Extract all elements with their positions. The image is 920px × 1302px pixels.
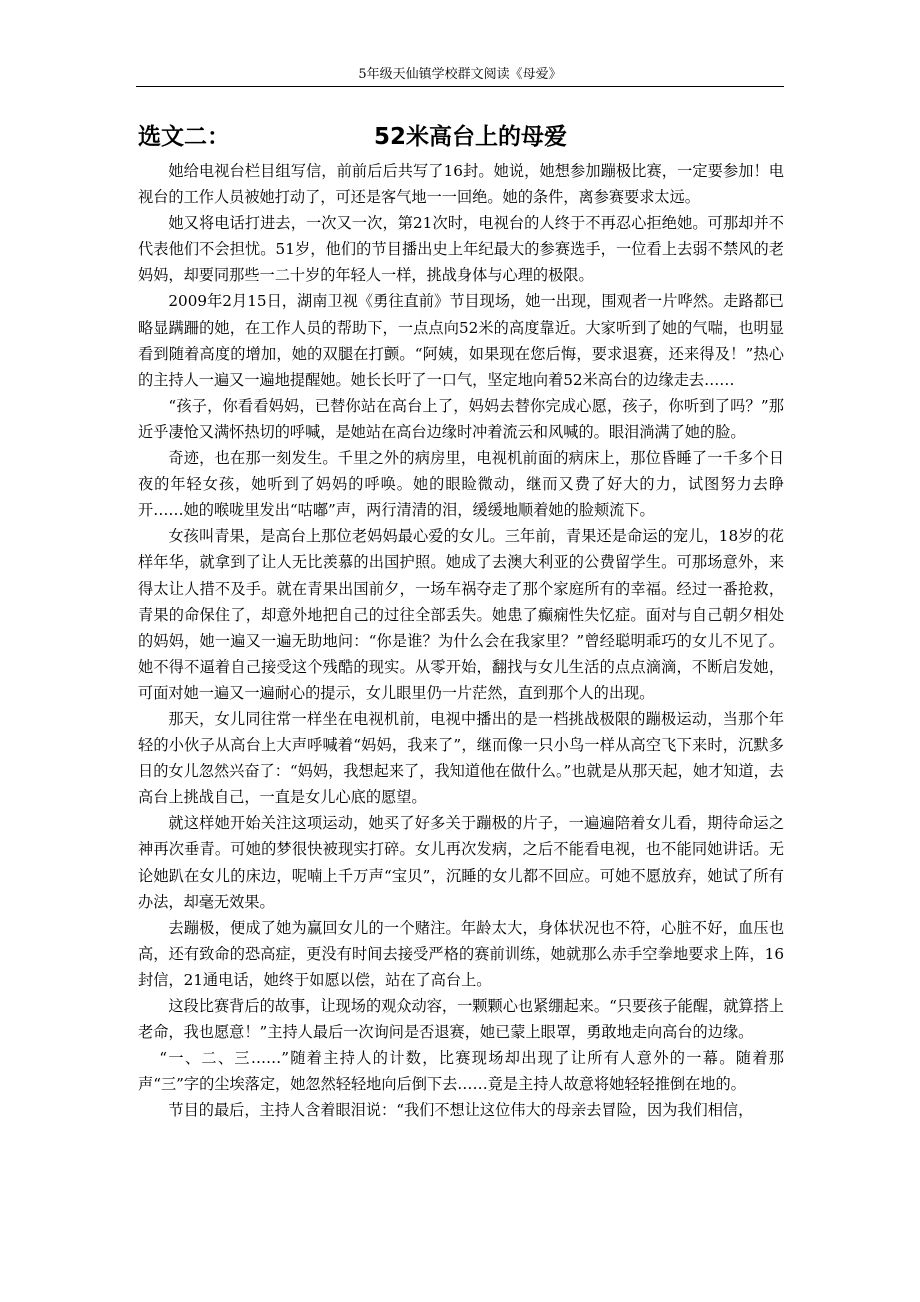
article-title: 52米高台上的母爱 [374, 124, 568, 150]
paragraph: “孩子，你看看妈妈，已替你站在高台上了，妈妈去替你完成心愿，孩子，你听到了吗？”那近乎凄怆又满怀热切的呼喊，是她站在高台边缘时冲着流云和风喊的。眼泪淌满了她的脸。 [138, 396, 784, 441]
title-row [138, 120, 784, 154]
section-label: 选文二： [138, 124, 230, 150]
paragraph: 这段比赛背后的故事，让现场的观众动容，一颗颗心也紧绷起来。“只要孩子能醒，就算搭上老命，我也愿意！”主持人最后一次询问是否退赛，她已蒙上眼罩，勇敢地走向高台的边缘。 [138, 997, 784, 1042]
paragraph: 去蹦极，便成了她为赢回女儿的一个赌注。年龄太大，身体状况也不符，心脏不好，血压也高，还有致命的恐高症，更没有时间去接受严格的赛前训练，她就那么赤手空拳地要求上阵，16封信，21通电话，她终于如愿以偿，站在了高台上。 [138, 918, 784, 989]
paragraph: 她又将电话打进去，一次又一次，第21次时，电视台的人终于不再忍心拒绝她。可那却并不代表他们不会担忧。51岁，他们的节目播出史上年纪最大的参赛选手，一位看上去弱不禁风的老妈妈，却要同那些一二十岁的年轻人一样，挑战身体与心理的极限。 [138, 214, 784, 285]
paragraph: “一、二、三……”随着主持人的计数，比赛现场却出现了让所有人意外的一幕。随着那声“三”字的尘埃落定，她忽然轻轻地向后倒下去……竟是主持人故意将她轻轻推倒在地的。 [138, 1049, 784, 1094]
paragraph: 那天，女儿同往常一样坐在电视机前，电视中播出的是一档挑战极限的蹦极运动，当那个年轻的小伙子从高台上大声呼喊着“妈妈，我来了”，继而像一只小鸟一样从高空飞下来时，沉默多日的女儿忽然兴奋了：“妈妈，我想起来了，我知道他在做什么。”也就是从那天起，她才知道，去高台上挑战自己，一直是女儿心底的愿望。 [138, 709, 784, 807]
running-header: 5年级天仙镇学校群文阅读《母爱》 [358, 67, 562, 82]
paragraph: 2009年2月15日，湖南卫视《勇往直前》节目现场，她一出现，围观者一片哗然。走路都已略显蹒跚的她，在工作人员的帮助下，一点点向52米的高度靠近。大家听到了她的气喘，也明显看到随着高度的增加，她的双腿在打颤。“阿姨，如果现在您后悔，要求退赛，还来得及！”热心的主持人一遍又一遍地提醒她。她长长吁了一口气，坚定地向着52米高台的边缘走去…… [138, 292, 784, 389]
paragraph: 她给电视台栏目组写信，前前后后共写了16封。她说，她想参加蹦极比赛，一定要参加！电视台的工作人员被她打动了，可还是客气地一一回绝。她的条件，离参赛要求太远。 [138, 162, 784, 207]
article-body [138, 158, 784, 1123]
paragraph: 节目的最后，主持人含着眼泪说：“我们不想让这位伟大的母亲去冒险，因为我们相信， [168, 1101, 754, 1120]
header-rule [136, 86, 784, 87]
paragraph: 女孩叫青果，是高台上那位老妈妈最心爱的女儿。三年前，青果还是命运的宠儿，18岁的花样年华，就拿到了让人无比羡慕的出国护照。她成了去澳大利亚的公费留学生。可那场意外，来得太让人措不及手。就在青果出国前夕，一场车祸夺走了那个家庭所有的幸福。经过一番抢救，青果的命保住了，却意外地把自己的过往全部丢失。她患了癫痫性失忆症。面对与自己朝夕相处的妈妈，她一遍又一遍无助地问：“你是谁？为什么会在我家里？”曾经聪明乖巧的女儿不见了。她不得不逼着自己接受这个残酷的现实。从零开始，翻找与女儿生活的点点滴滴，不断启发她，可面对她一遍又一遍耐心的提示，女儿眼里仍一片茫然，直到那个人的出现。 [138, 527, 784, 702]
paragraph: 就这样她开始关注这项运动，她买了好多关于蹦极的片子，一遍遍陪着女儿看，期待命运之神再次垂青。可她的梦很快被现实打碎。女儿再次发病，之后不能看电视，也不能同她讲话。无论她趴在女儿的床边，呢喃上千万声“宝贝”，沉睡的女儿都不回应。可她不愿放弃，她试了所有办法，却毫无效果。 [138, 814, 784, 911]
paragraph: 奇迹，也在那一刻发生。千里之外的病房里，电视机前面的病床上，那位昏睡了一千多个日夜的年轻女孩，她听到了妈妈的呼唤。她的眼睑微动，继而又费了好大的力，试图努力去睁开……她的喉咙里发出“咕嘟”声，两行清清的泪，缓缓地顺着她的脸颊流下。 [138, 449, 784, 520]
